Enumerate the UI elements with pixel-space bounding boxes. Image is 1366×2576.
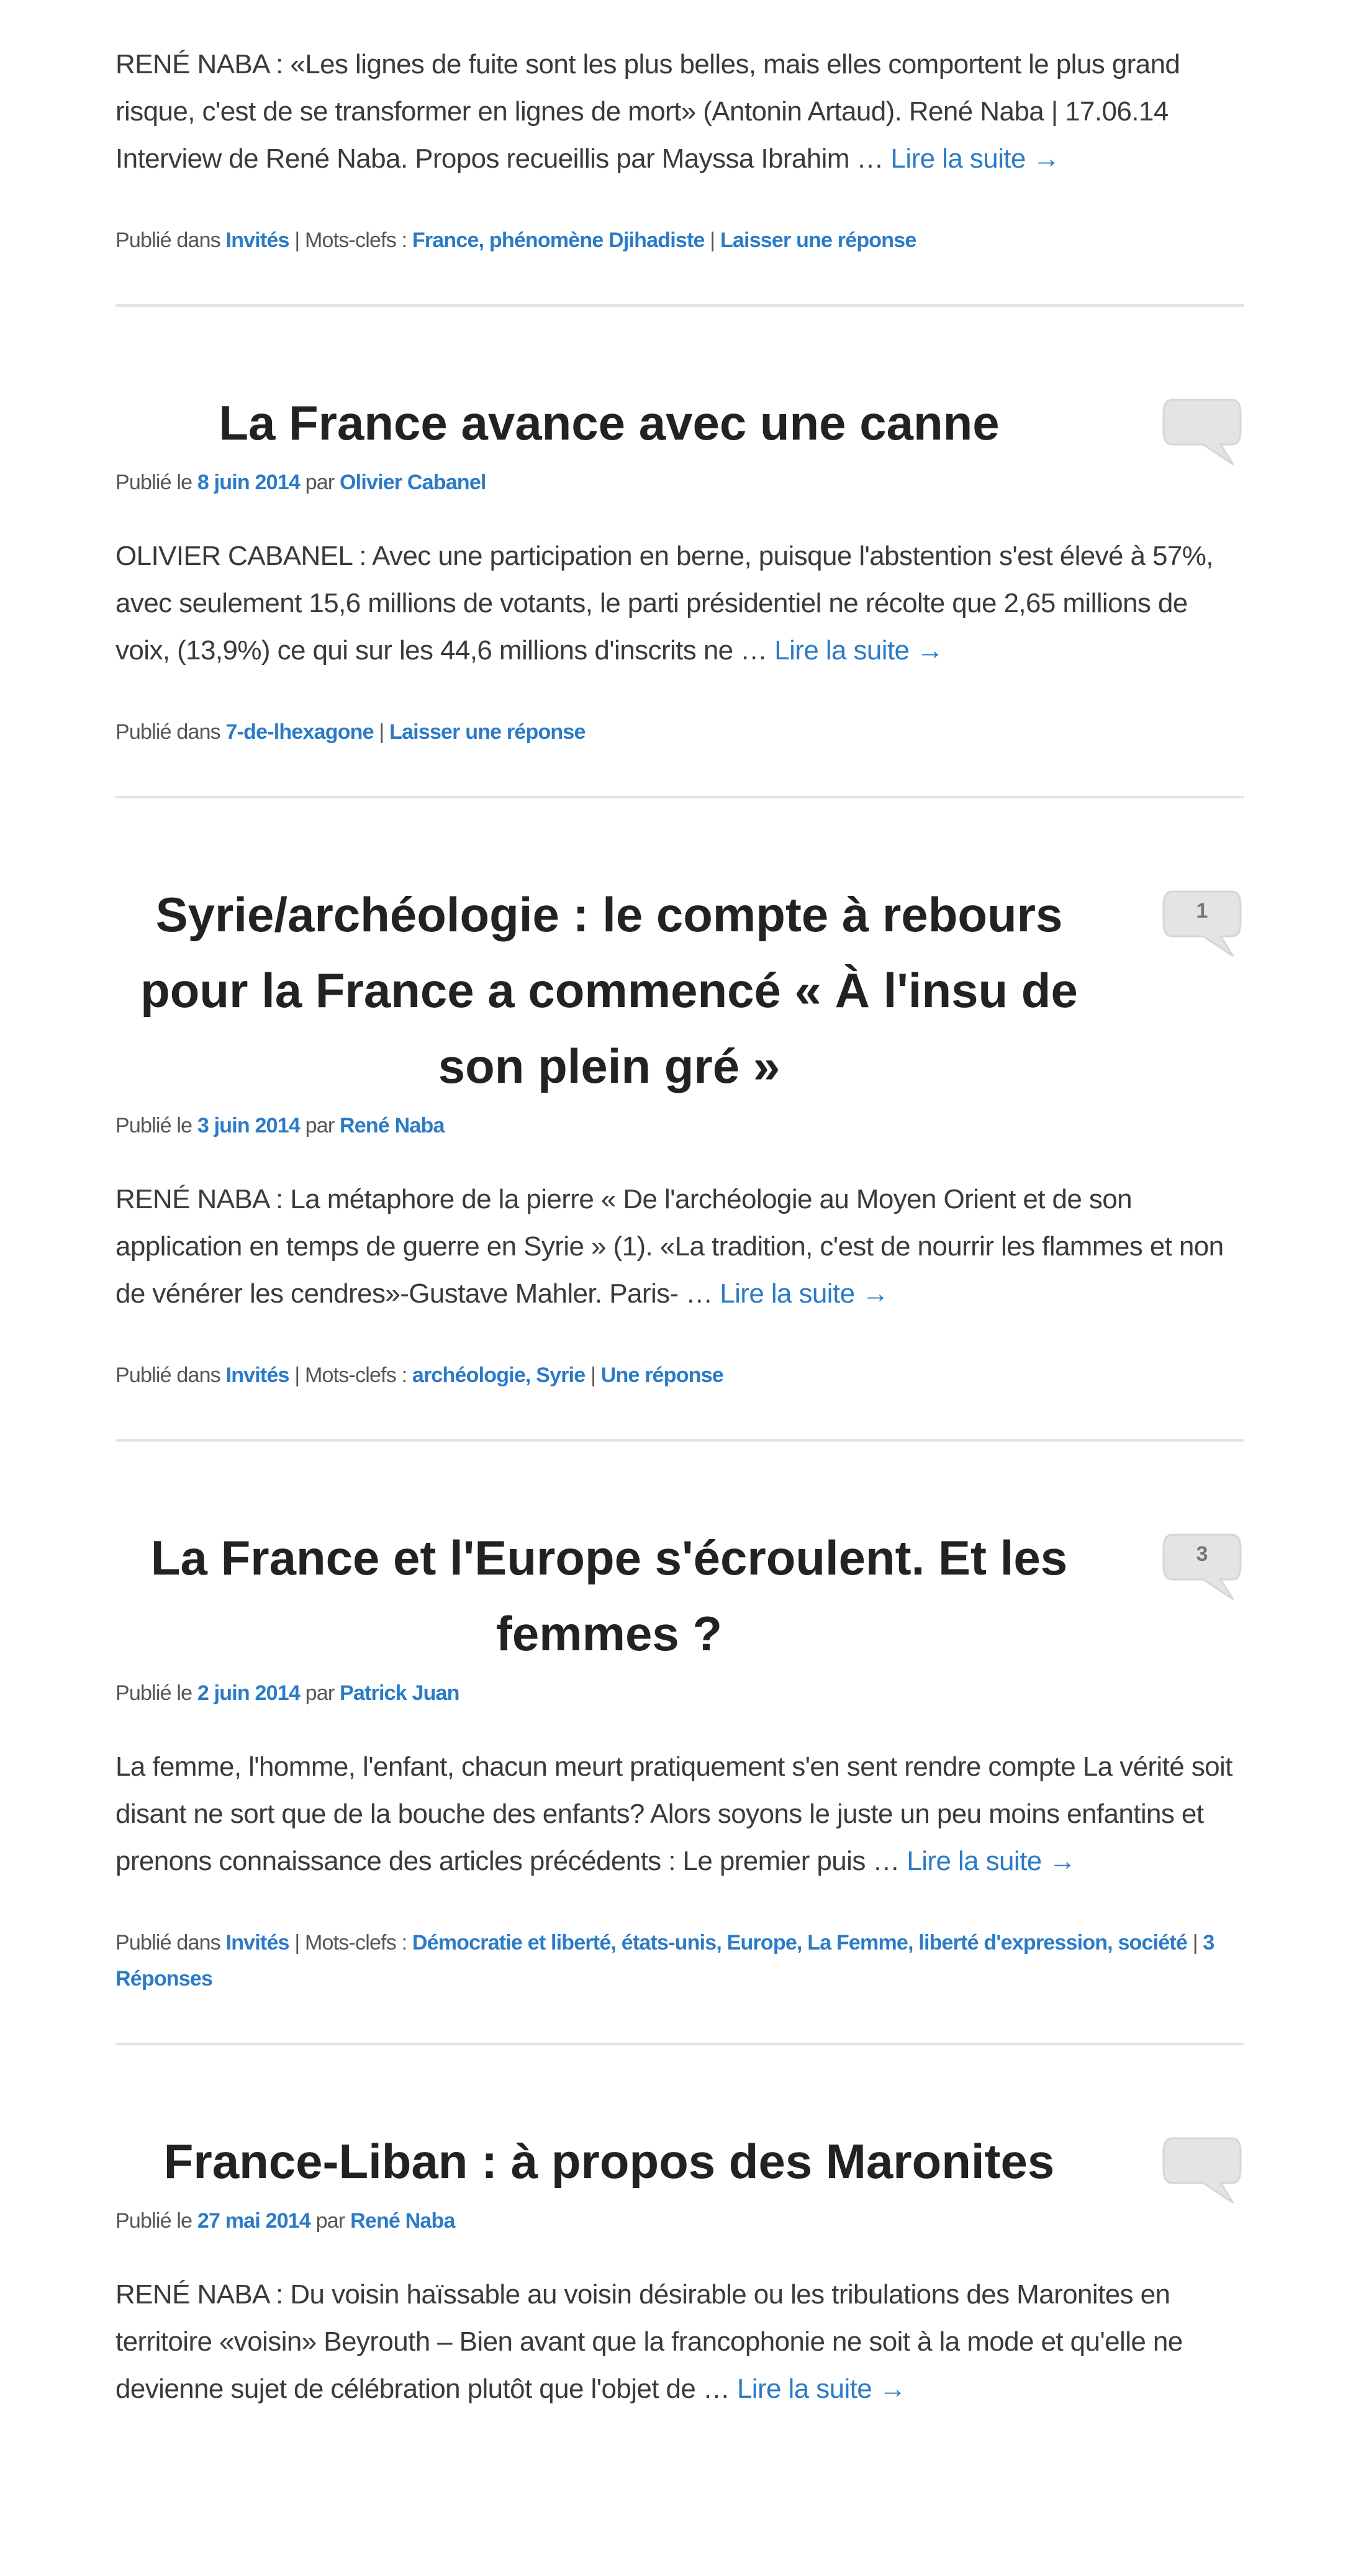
published-in-label: Publié dans [115,720,220,744]
excerpt-text: OLIVIER CABANEL : Avec une participation en berne, puisque l'abstention s'est élevé à 57%, avec seulement 15,6 millions de votants, le parti présidentiel ne récolte que 2,65 millions de voix, (13,9%) ce qui sur les 44,6 millions d'inscrits ne … [115,541,1213,666]
published-in-label: Publié dans [115,1931,220,1955]
by-label: par [305,471,335,494]
post-title[interactable]: La France et l'Europe s'écroulent. Et les femmes ? [150,1530,1068,1661]
arrow-right-icon: → [916,635,944,666]
comment-bubble-icon [1160,2133,1244,2208]
excerpt-text: RENÉ NABA : Du voisin haïssable au voisin désirable ou les tribulations des Maronites en territoire «voisin» Beyrouth – Bien avant que la francophonie ne soit à la mode et qu'elle ne devienne sujet de célébration plutôt que l'objet de … [115,2279,1183,2404]
post-divider [115,304,1244,307]
separator: | [294,1931,300,1955]
read-more-label: Lire la suite [907,1846,1042,1876]
tags-label: Mots-clefs : [305,1363,407,1387]
comment-bubble[interactable] [1160,2133,1244,2208]
read-more-label: Lire la suite [890,143,1026,174]
post-title[interactable]: France-Liban : à propos des Maronites [163,2134,1055,2189]
post-divider [115,2043,1244,2045]
comment-count: 3 [1196,1542,1208,1566]
post-footer-meta [115,1357,1244,1393]
comment-bubble-icon [1160,395,1244,469]
reply-link[interactable]: Une réponse [600,1363,723,1387]
arrow-right-icon: → [1033,143,1060,174]
published-in-label: Publié dans [115,1363,220,1387]
tags-links[interactable]: France, phénomène Djihadiste [412,228,705,252]
read-more-label: Lire la suite [720,1278,855,1309]
post-divider [115,796,1244,798]
comment-count: 1 [1196,899,1208,923]
post-excerpt [115,1176,1244,1317]
tags-label: Mots-clefs : [305,228,407,252]
separator: | [590,1363,596,1387]
read-more-label: Lire la suite [736,2374,872,2404]
comment-bubble[interactable] [1160,395,1244,469]
by-label: par [305,1114,335,1137]
category-link[interactable]: Invités [225,1931,289,1955]
by-label: par [305,1681,335,1705]
reply-link[interactable]: Laisser une réponse [389,720,586,744]
post-excerpt [115,41,1244,183]
author-link[interactable]: Olivier Cabanel [340,471,486,494]
post-footer-meta [115,222,1244,258]
post-header [115,2123,1244,2199]
post-meta [115,1110,1244,1141]
by-label: par [315,2209,345,2233]
read-more-link[interactable] [907,1846,1075,1876]
published-on-label: Publié le [115,1114,192,1137]
author-link[interactable]: René Naba [340,1114,445,1137]
published-on-label: Publié le [115,1681,192,1705]
post-title[interactable]: La France avance avec une canne [219,395,1000,450]
post-france-liban-maronites [115,2123,1244,2413]
category-link[interactable]: Invités [225,1363,289,1387]
post-la-france-et-leurope [115,1520,1244,1997]
post-la-france-avance-avec-une-canne [115,385,1244,750]
post-date-link[interactable]: 3 juin 2014 [197,1114,300,1137]
separator: | [294,228,300,252]
comment-bubble-icon [1160,1530,1244,1604]
post-excerpt [115,1743,1244,1885]
comment-bubble[interactable] [1160,1530,1244,1604]
separator: | [710,228,715,252]
excerpt-text: La femme, l'homme, l'enfant, chacun meurt pratiquement s'en sent rendre compte La vérité soit disant ne sort que de la bouche des enfants? Alors soyons le juste un peu moins enfantins et prenons connaissance des articles précédents : Le premier puis … [115,1751,1233,1876]
arrow-right-icon: → [1049,1846,1076,1876]
read-more-label: Lire la suite [774,635,910,666]
read-more-link[interactable] [774,635,943,666]
post-divider [115,1439,1244,1442]
post-title[interactable]: Syrie/archéologie : le compte à rebours pour la France a commencé « À l'insu de son plein gré » [140,887,1078,1093]
read-more-link[interactable] [737,2374,906,2404]
arrow-right-icon: → [862,1278,889,1309]
post-date-link[interactable]: 8 juin 2014 [197,471,300,494]
separator: | [379,720,384,744]
excerpt-text: RENÉ NABA : «Les lignes de fuite sont les plus belles, mais elles comportent le plus grand risque, c'est de se transformer en lignes de mort» (Antonin Artaud). René Naba | 17.06.14 Interview de René Naba. Propos recueillis par Mayssa Ibrahim … [115,49,1180,174]
post-meta [115,1678,1244,1709]
post-excerpt [115,2271,1244,2413]
read-more-link[interactable] [720,1278,889,1309]
tags-label: Mots-clefs : [305,1931,407,1955]
separator: | [1192,1931,1198,1955]
tags-links[interactable]: Démocratie et liberté, états-unis, Europe, La Femme, liberté d'expression, société [412,1931,1188,1955]
post-footer-meta [115,714,1244,750]
post-footer-meta [115,1925,1244,1997]
post-meta [115,2205,1244,2236]
published-on-label: Publié le [115,2209,192,2233]
post-date-link[interactable]: 2 juin 2014 [197,1681,300,1705]
published-on-label: Publié le [115,471,192,494]
read-more-link[interactable] [891,143,1060,174]
separator: | [294,1363,300,1387]
post-excerpt [115,533,1244,674]
reply-link[interactable]: 3 Réponses [115,1931,1214,1991]
tags-links[interactable]: archéologie, Syrie [412,1363,586,1387]
arrow-right-icon: → [879,2374,907,2404]
post-date-link[interactable]: 27 mai 2014 [197,2209,311,2233]
post-header [115,1520,1244,1671]
category-link[interactable]: Invités [225,228,289,252]
post-list [115,0,1244,2413]
comment-bubble-icon [1160,887,1244,961]
post-syrie-archeologie [115,877,1244,1393]
author-link[interactable]: René Naba [350,2209,455,2233]
published-in-label: Publié dans [115,228,220,252]
comment-bubble[interactable] [1160,887,1244,961]
post-header [115,385,1244,461]
excerpt-text: RENÉ NABA : La métaphore de la pierre « De l'archéologie au Moyen Orient et de son application en temps de guerre en Syrie » (1). «La tradition, c'est de nourrir les flammes et non de vénérer les cendres»-Gustave Mahler. Paris- … [115,1184,1224,1309]
post-rene-naba-lignes-de-fuite [115,41,1244,258]
post-header [115,877,1244,1104]
author-link[interactable]: Patrick Juan [340,1681,459,1705]
reply-link[interactable]: Laisser une réponse [720,228,916,252]
post-meta [115,467,1244,498]
category-link[interactable]: 7-de-lhexagone [225,720,374,744]
